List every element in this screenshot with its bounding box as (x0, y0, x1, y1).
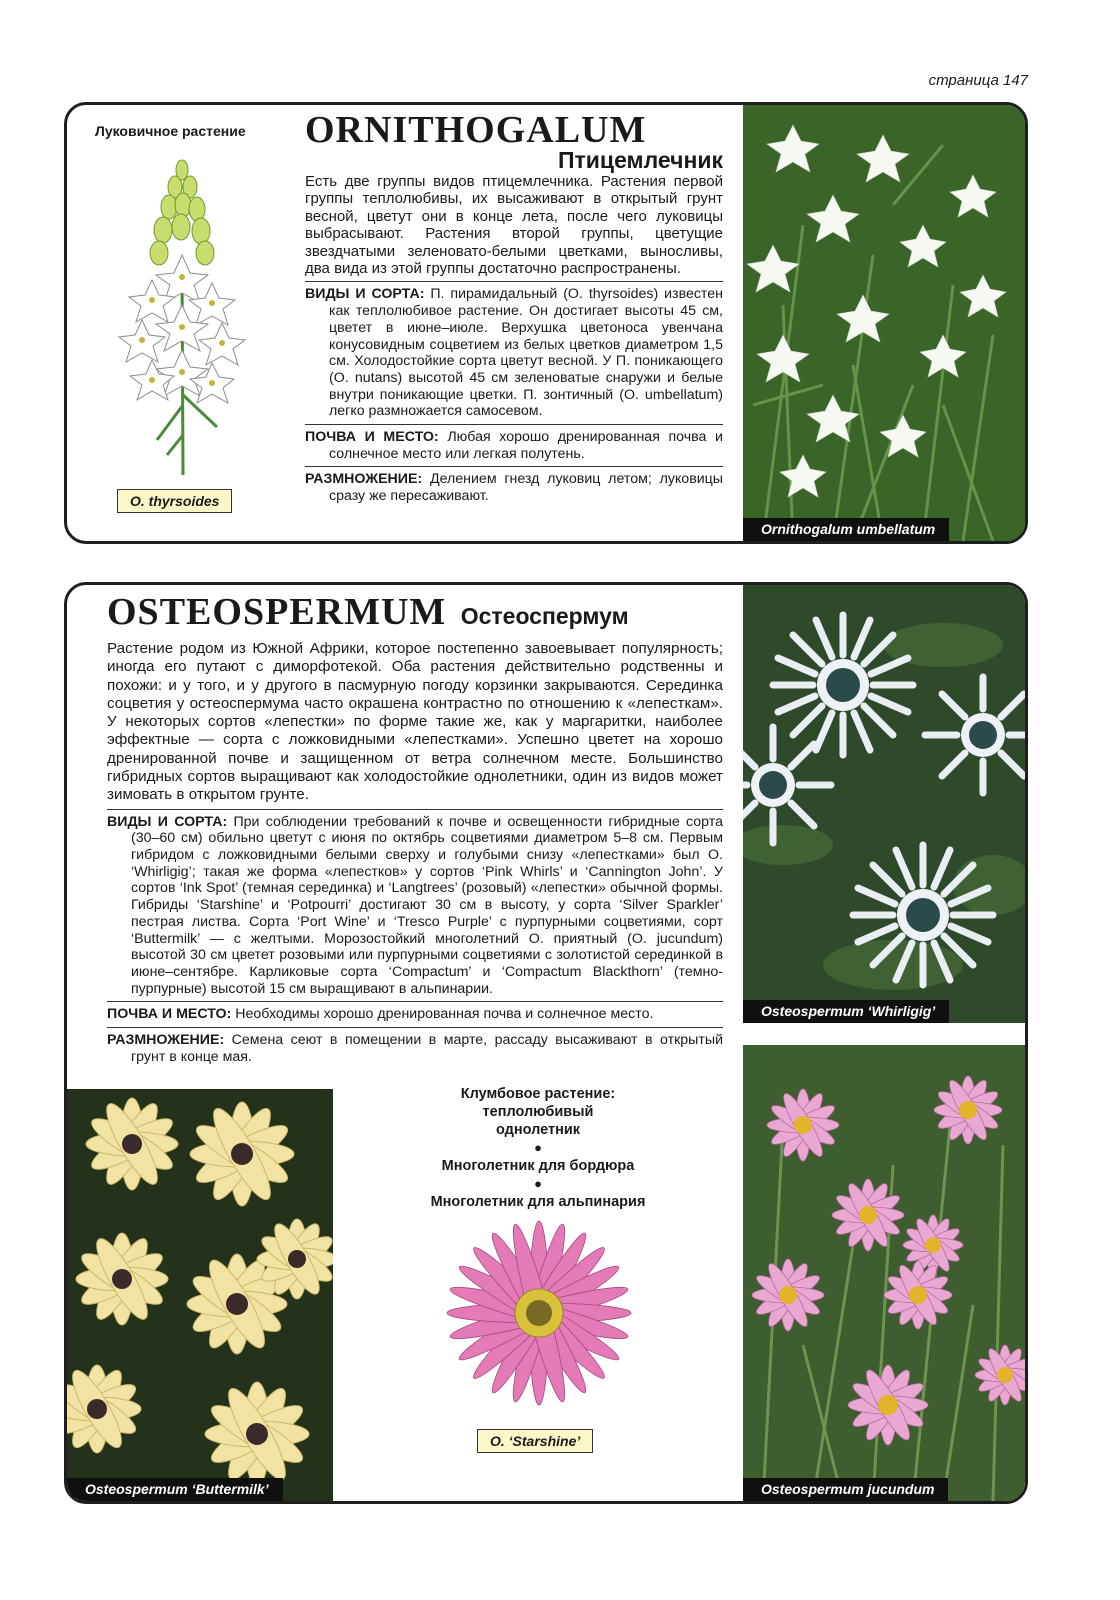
illustration-label: O. ‘Starshine’ (477, 1429, 593, 1453)
ornithogalum-card (64, 102, 1028, 544)
osteospermum-card (64, 582, 1028, 1504)
species-section (305, 286, 723, 420)
use-item: Многолетник для бордюра (441, 1158, 635, 1174)
soil-section (305, 429, 723, 462)
buds (150, 160, 214, 265)
photo-caption: Osteospermum ‘Whirligig’ (743, 1000, 949, 1023)
soil-label: ПОЧВА И МЕСТО: (107, 1006, 232, 1023)
common-name: Остеоспермум (460, 603, 629, 629)
species-text: При соблюдении требований к почве и освещенности гибридные сорта (30–60 см) обильно цветут с июня по октябрь соцветиями диаметром 5–8 см. Первым гибридом с ложковидными белыми сверху и голубыми снизу «лепестками» был О. ‘Whirligig’; такая же форма «лепестков» у сортов ‘Pink Whirls’ и ‘Cannington John’. У сортов ‘Ink Spot’ (темная серединка) и ‘Langtrees’ (розовый) «лепестки» обычной формы. Гибриды ‘Starshine’ и ‘Potpourri’ достигают 30 см в высоту, у сорта ‘Silver Sparkler’ пестрая листва. Сорта ‘Port Wine’ и ‘Tresco Purple’ с пурпурными соцветиями, сорт ‘Buttermilk’ — с желтыми. Морозостойкий многолетний О. приятный (О. jucundum) высотой 30 см цветет розовыми или пурпурными соцветиями с золотистой серединкой в июне–сентябре. Карликовые сорта ‘Compactum’ и ‘Compactum Blackthorn’ (темно-пурпурные) высотой 15 см выращивают в альпинарии. (131, 813, 723, 997)
ornithogalum-text-column (305, 111, 723, 505)
divider (305, 281, 723, 282)
photo-caption: Osteospermum jucundum (743, 1478, 948, 1501)
starshine-illustration (441, 1213, 637, 1413)
common-name: Птицемлечник (558, 147, 723, 173)
page-number: страница 147 (928, 72, 1028, 89)
propagation-section (107, 1032, 723, 1065)
genus-title: OSTEOSPERMUM (107, 591, 447, 633)
buttermilk-photo (67, 1089, 333, 1501)
use-item: Клумбовое растение: теплолюбивый однолетник (460, 1086, 616, 1138)
propagation-section (305, 471, 723, 504)
bullet-icon: ● (534, 1140, 542, 1155)
divider (107, 1001, 723, 1002)
intro-text: Есть две группы видов птицемлечника. Растения первой группы теплолюбивы, их высаживают в открытый грунт весной, цветут они в конце лета, после чего луковицы выбрасывают. Растения второй группы, цветущие звездчатыми зеленовато-белыми цветками, выносливы, два вида из этой группы достаточно распространены. (305, 173, 723, 278)
species-section (107, 814, 723, 998)
soil-text: Любая хорошо дренированная почва и солнечное место или легкая полутень. (329, 429, 723, 462)
propagation-label: РАЗМНОЖЕНИЕ: (305, 471, 423, 488)
genus-title: ORNITHOGALUM (305, 109, 647, 151)
species-label: ВИДЫ И СОРТА: (305, 286, 425, 303)
ornithogalum-photo (743, 105, 1025, 541)
plant-category: Луковичное растение (95, 123, 246, 139)
propagation-text: Семена сеют в помещении в марте, рассаду высаживают в открытый грунт в конце мая. (131, 1032, 723, 1065)
intro-text: Растение родом из Южной Африки, которое постепенно завоевывает популярность; иногда его путают с диморфотекой. Оба растения действительно родственны и похожи: и у того, и у другого в пасмурную погоду корзинки закрываются. Серединка соцветия у остеоспермума часто окрашена контрастно по отношению к «лепесткам». У некоторых сортов «лепестки» по форме такие же, как у маргаритки, наиболее эффектные — сорта с ложковидными «лепестками». Успешно цветет на хорошо дренированной почве и защищенном от ветра солнечном месте. Большинство гибридных сортов выращивают как холодостойкие однолетники, один из видов может зимовать в открытом грунте. (107, 640, 723, 804)
use-item: Многолетник для альпинария (430, 1194, 646, 1210)
species-label: ВИДЫ И СОРТА: (107, 813, 228, 830)
photo-caption: Ornithogalum umbellatum (743, 518, 949, 541)
divider (305, 424, 723, 425)
osteospermum-text-column (107, 593, 723, 1066)
propagation-text: Делением гнезд луковиц летом; луковицы сразу же пересаживают. (329, 471, 723, 505)
soil-section (107, 1006, 723, 1023)
ornithogalum-illustration (97, 155, 267, 485)
divider (305, 466, 723, 467)
soil-text: Необходимы хорошо дренированная почва и солнечное место. (235, 1006, 654, 1023)
whirligig-photo (743, 585, 1025, 1023)
plant-uses (403, 1085, 673, 1211)
species-text: П. пирамидальный (О. thyrsoides) известен как теплолюбивое растение. Он достигает высоты 45 см, цветет в июне–июле. Верхушка цветоноса увенчана конусовидным соцветием из белых цветков диаметром 1,5 см. Холодостойкие сорта цветут весной. У П. поникающего (О. nutans) высотой 45 см зеленоватые снаружи и белые внутри поникающие цветки. П. зонтичный (О. umbellatum) легко размножается самосевом. (329, 286, 723, 420)
divider (107, 1027, 723, 1028)
propagation-label: РАЗМНОЖЕНИЕ: (107, 1032, 225, 1049)
divider (107, 809, 723, 810)
soil-label: ПОЧВА И МЕСТО: (305, 429, 439, 446)
illustration-label: O. thyrsoides (117, 489, 232, 513)
photo-caption: Osteospermum ‘Buttermilk’ (67, 1478, 283, 1501)
bullet-icon: ● (534, 1176, 542, 1191)
jucundum-photo (743, 1045, 1025, 1501)
osteospermum-heading (107, 593, 723, 640)
